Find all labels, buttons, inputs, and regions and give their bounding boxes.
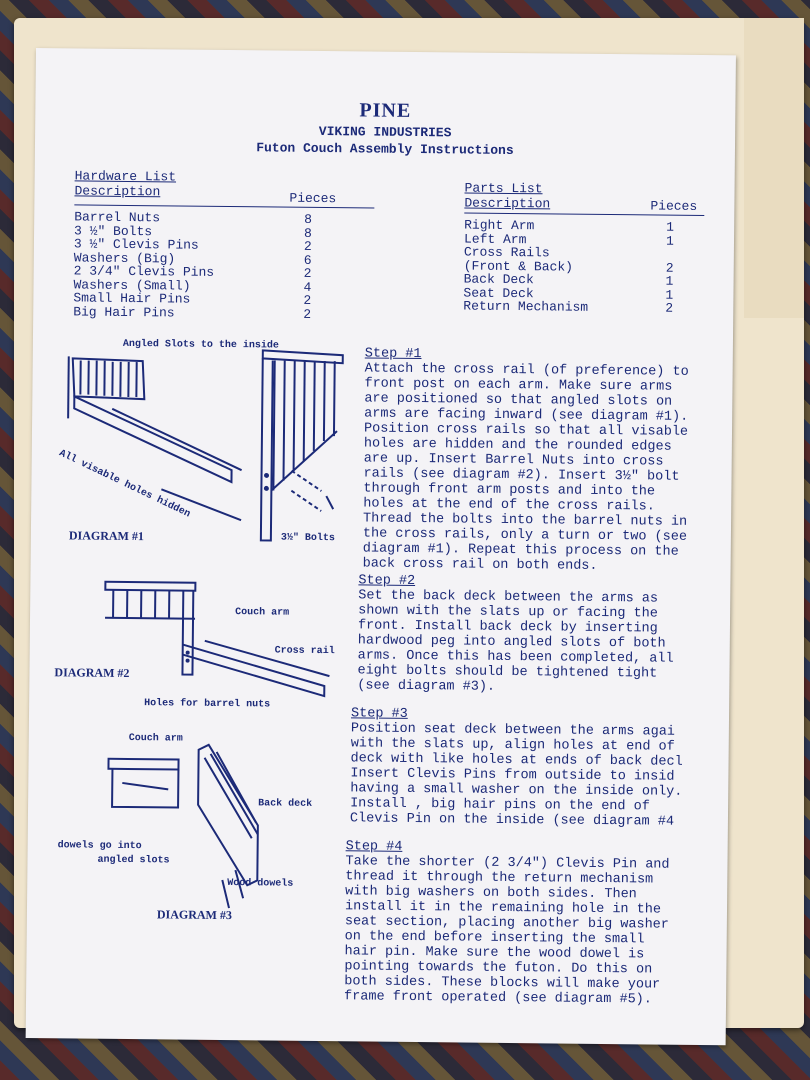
diagram-1-holes-label: All visable holes hidden	[57, 448, 192, 521]
item-name: Back Deck	[463, 271, 534, 288]
hardware-list-heading: Hardware List	[74, 168, 177, 185]
step-line: through front arm posts and into the	[363, 481, 656, 500]
item-qty: 2	[303, 265, 312, 281]
diagram-1-slots-label: Angled Slots to the inside	[122, 338, 279, 352]
diagram-2-title: DIAGRAM #2	[54, 665, 130, 681]
item-name: Return Mechanism	[463, 298, 589, 315]
page-title: PINE	[359, 99, 412, 122]
diagram-3-arm-label: Couch arm	[128, 733, 183, 745]
list-item	[463, 299, 713, 315]
step-heading: Step #4	[345, 839, 403, 855]
hardware-list	[73, 168, 374, 322]
item-name: Cross Rails	[463, 244, 550, 261]
item-name: (Front & Back)	[463, 257, 574, 275]
diagram-3-wood-label: Wood dowels	[227, 878, 294, 890]
step-line: (see diagram #3).	[357, 678, 496, 695]
item-qty: 1	[666, 219, 675, 235]
step-heading: Step #1	[364, 346, 422, 363]
item-name: Small Hair Pins	[73, 290, 191, 307]
step-line: deck with like holes at ends of back decl	[350, 751, 683, 770]
parts-items	[463, 218, 714, 315]
step-3	[350, 706, 696, 830]
diagram-3-drawing	[57, 728, 339, 931]
step-line: hair pin. Make sure the wood dowel is	[344, 944, 645, 963]
step-line: are positioned so that angled slots on	[364, 391, 673, 410]
diagram-2-drawing	[54, 573, 355, 716]
step-line: seat section, placing another big washer	[344, 914, 669, 933]
step-line: holes at the end of the cross rails.	[363, 496, 655, 515]
step-line: Position seat deck between the arms agai	[350, 721, 676, 740]
diagram-3-back-label: Back deck	[258, 798, 313, 810]
item-name: Left Arm	[463, 230, 527, 247]
item-name: Seat Deck	[463, 284, 534, 301]
item-name: Big Hair Pins	[73, 303, 175, 320]
step-2	[357, 573, 703, 697]
parts-list-heading: Parts List	[464, 180, 543, 197]
item-qty: 1	[665, 273, 674, 289]
diagram-3	[57, 728, 339, 931]
diagram-3-slots-label: angled slots	[97, 854, 170, 867]
step-line: front. Install back deck by inserting	[357, 618, 658, 637]
item-qty: 8	[304, 225, 312, 241]
item-qty: 1	[665, 287, 674, 303]
step-1	[363, 346, 710, 575]
diagram-2-holes-label: Holes for barrel nuts	[144, 698, 271, 711]
step-line: having a small washer on the inside only.	[350, 781, 683, 800]
step-line: arms. Once this has been completed, all	[357, 648, 674, 667]
hardware-pieces-header: Pieces	[289, 190, 337, 207]
step-line: Thread the bolts into the barrel nuts in	[363, 511, 688, 530]
diagram-1-bolts-label: 3½" Bolts	[280, 532, 335, 545]
instruction-sheet	[26, 48, 736, 1045]
step-line: with big washers on both sides. Then	[345, 884, 637, 903]
diagram-3-dowels-label: dowels go into	[57, 840, 142, 853]
diagram-2-rail-label: Cross rail	[274, 645, 335, 658]
step-line: are up. Insert Barrel Nuts into cross	[363, 451, 664, 470]
step-heading: Step #3	[350, 706, 408, 722]
company-name: VIKING INDUSTRIES	[318, 123, 452, 141]
step-line: rails (see diagram #2). Insert 3½" bolt	[363, 466, 680, 485]
item-qty: 4	[303, 279, 312, 295]
step-line: Attach the cross rail (of preference) to	[364, 361, 689, 380]
item-name: Right Arm	[464, 217, 535, 234]
item-name: 2 3/4" Clevis Pins	[73, 263, 215, 280]
diagram-2-arm-label: Couch arm	[235, 607, 290, 619]
item-name: Washers (Small)	[73, 276, 191, 294]
diagram-2	[54, 573, 355, 716]
step-line: Set the back deck between the arms as	[358, 588, 659, 607]
step-line: Install , big hair pins on the end of	[350, 796, 650, 815]
item-name: Washers (Big)	[73, 249, 176, 266]
step-line: Take the shorter (2 3/4") Clevis Pin and	[345, 854, 670, 873]
step-4	[344, 839, 691, 1008]
step-line: both sides. These blocks will make your	[344, 974, 661, 993]
diagram-3-title: DIAGRAM #3	[156, 907, 233, 923]
step-line: pointing towards the futon. Do this on	[344, 959, 653, 978]
item-qty: 2	[303, 306, 312, 322]
step-line: holes are hidden and the rounded edges	[363, 436, 672, 455]
step-line: frame front operated (see diagram #5).	[344, 989, 653, 1008]
item-qty: 1	[665, 233, 674, 249]
step-line: diagram #1). Repeat this process on the	[362, 541, 679, 560]
item-qty: 2	[665, 300, 674, 316]
step-line: eight bolts should be tightened tight	[357, 663, 658, 682]
item-qty: 2	[665, 260, 674, 276]
step-line: Clevis Pin on the inside (see diagram #4	[349, 811, 675, 830]
step-line: on the end before inserting the small	[344, 929, 645, 948]
step-line: back cross rail on both ends.	[362, 556, 598, 574]
step-line: with the slats up, align holes at end of	[350, 736, 675, 755]
title-block	[35, 96, 736, 160]
parts-pieces-header: Pieces	[650, 198, 698, 214]
item-qty: 2	[303, 292, 312, 308]
step-line: Insert Clevis Pins from outside to insid	[350, 766, 675, 785]
step-heading: Step #2	[358, 573, 416, 589]
diagram-1-title: DIAGRAM #1	[68, 528, 144, 544]
step-line: front post on each arm. Make sure arms	[364, 376, 673, 395]
parts-list	[463, 180, 714, 316]
folder-tab	[744, 18, 804, 318]
step-line: shown with the slats up or facing the	[358, 603, 658, 622]
item-qty: 8	[304, 211, 313, 227]
item-name: 3 ½" Bolts	[74, 222, 153, 239]
item-qty: 2	[303, 238, 312, 254]
page-subtitle: Futon Couch Assembly Instructions	[256, 140, 514, 159]
step-line: arms are facing inward (see diagram #1).	[364, 406, 689, 425]
item-qty: 6	[303, 252, 312, 268]
step-line: the cross rails, only a turn or two (see	[362, 526, 688, 545]
diagram-1	[51, 338, 353, 561]
item-name: 3 ½" Clevis Pins	[73, 236, 199, 253]
step-line: hardwood peg into angled slots of both	[357, 633, 666, 652]
hardware-description-header: Description	[74, 183, 161, 200]
step-line: Position cross rails so that all visable	[363, 421, 689, 440]
list-item	[73, 305, 373, 322]
step-line: install it in the remaining hole in the	[344, 899, 662, 918]
step-line: thread it through the return mechanism	[345, 869, 654, 888]
hardware-items	[73, 210, 374, 321]
parts-description-header: Description	[464, 195, 551, 212]
item-name: Barrel Nuts	[74, 209, 161, 226]
